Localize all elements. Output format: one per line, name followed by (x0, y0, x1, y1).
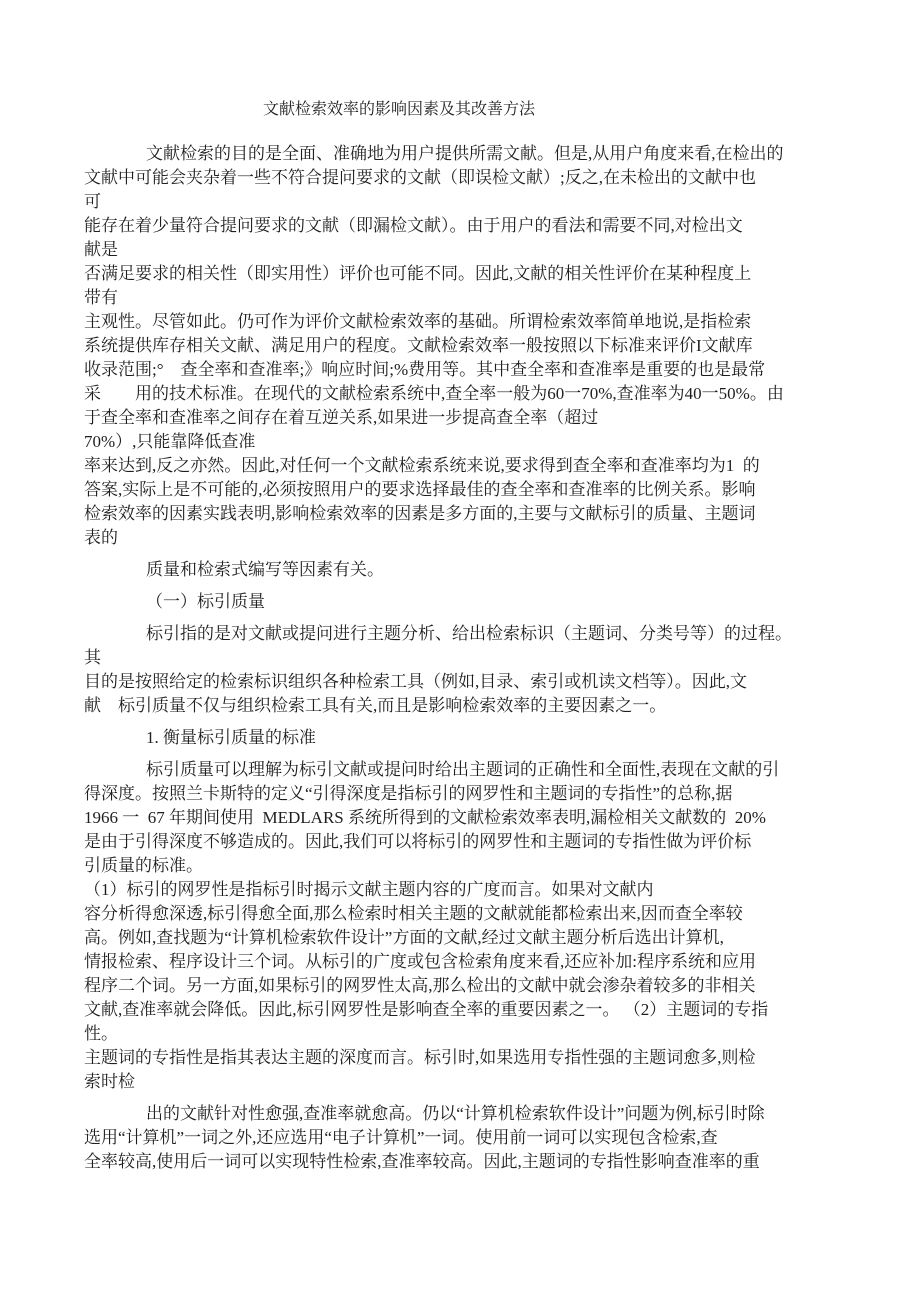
text-line: 其 (84, 648, 101, 667)
text-line: 可 (84, 192, 101, 211)
text-line: 性。 (84, 1024, 118, 1043)
text-line: 采 用的技术标准。在现代的文献检索系统中,查全率一般为60一70%,查准率为40一50%。由 (84, 384, 784, 403)
document-title: 文献检索效率的影响因素及其改善方法 (262, 101, 535, 118)
text-line: 得深度。按照兰卡斯特的定义“引得深度是指标引的网罗性和主题词的专指性”的总称,据 (84, 784, 733, 803)
text-line: 程序二个词。另一方面,如果标引的网罗性太高,那么检出的文献中就会渗杂着较多的非相关 (84, 976, 756, 995)
text-line: 质量和检索式编写等因素有关。 (146, 560, 384, 579)
text-line: 1. 衡量标引质量的标准 (146, 728, 316, 747)
text-line: 1966 一 67 年期间使用 MEDLARS 系统所得到的文献检索效率表明,漏检相关文献数的 20% (84, 808, 766, 827)
text-line: 献 标引质量不仅与组织检索工具有关,而且是影响检索效率的主要因素之一。 (84, 696, 667, 715)
text-line: 情报检索、程序设计三个词。从标引的广度或包含检索角度来看,还应补加:程序系统和应用 (84, 952, 756, 971)
text-line: 目的是按照给定的检索标识组织各种检索工具（例如,目录、索引或机读文档等）。因此,文 (84, 672, 747, 691)
text-line: 能存在着少量符合提问要求的文献（即漏检文献）。由于用户的看法和需要不同,对检出文 (84, 216, 743, 235)
text-line: 收录范围;° 查全率和查准率;》响应时间;%费用等。其中查全率和查准率是重要的也是最常 (84, 360, 766, 379)
text-line: 文献检索的目的是全面、准确地为用户提供所需文献。但是,从用户角度来看,在检出的 (146, 144, 784, 163)
text-line: 文献中可能会夹杂着一些不符合提问要求的文献（即误检文献）;反之,在未检出的文献中也 (84, 168, 756, 187)
text-line: 选用“计算机”一词之外,还应选用“电子计算机”一词。使用前一词可以实现包含检索,查 (84, 1128, 718, 1147)
text-line: 是由于引得深度不够造成的。因此,我们可以将标引的网罗性和主题词的专指性做为评价标 (84, 832, 752, 851)
text-line: 标引质量可以理解为标引文献或提问时给出主题词的正确性和全面性,表现在文献的引 (146, 760, 780, 779)
document-content (84, 98, 824, 1174)
text-line: （1）标引的网罗性是指标引时揭示文献主题内容的广度而言。如果对文献内 (84, 880, 654, 899)
text-line: 70%）,只能靠降低查准 (84, 432, 256, 451)
text-line: 检索效率的因素实践表明,影响检索效率的因素是多方面的,主要与文献标引的质量、主题词 (84, 504, 756, 523)
text-line: 于查全率和查准率之间存在着互逆关系,如果进一步提高查全率（超过 (84, 408, 599, 427)
text-line: 主观性。尽管如此。仍可作为评价文献检索效率的基础。所谓检索效率简单地说,是指检索 (84, 312, 752, 331)
text-line: 容分析得愈深透,标引得愈全面,那么检索时相关主题的文献就能都检索出来,因而查全率较 (84, 904, 743, 923)
text-line: 高。例如,查找题为“计算机检索软件设计”方面的文献,经过文献主题分析后选出计算机, (84, 928, 724, 947)
text-line: 主题词的专指性是指其表达主题的深度而言。标引时,如果选用专指性强的主题词愈多,则检 (84, 1048, 756, 1067)
text-line: 文献,查准率就会降低。因此,标引网罗性是影响查全率的重要因素之一。 （2）主题词的专指 (84, 1000, 769, 1019)
text-line: 否满足要求的相关性（即实用性）评价也可能不同。因此,文献的相关性评价在某种程度上 (84, 264, 752, 283)
text-line: 表的 (84, 528, 118, 547)
text-line: 引质量的标准。 (84, 856, 203, 875)
text-line: 出的文献针对性愈强,查准率就愈高。仍以“计算机检索软件设计”问题为例,标引时除 (146, 1104, 765, 1123)
text-line: 带有 (84, 288, 118, 307)
text-line: 率来达到,反之亦然。因此,对任何一个文献检索系统来说,要求得到查全率和查准率均为1 的 (84, 456, 760, 475)
text-line: 索时检 (84, 1072, 135, 1091)
text-line: 标引指的是对文献或提问进行主题分析、给出检索标识（主题词、分类号等）的过程。 (146, 624, 792, 643)
document-body (84, 142, 824, 1174)
text-line: 答案,实际上是不可能的,必须按照用户的要求选择最佳的查全率和查准率的比例关系。影响 (84, 480, 756, 499)
text-line: 献是 (84, 240, 118, 259)
text-line: 系统提供库存相关文献、满足用户的程度。文献检索效率一般按照以下标准来评价I文献库 (84, 336, 753, 355)
text-line: （一）标引质量 (146, 592, 265, 611)
text-line: 全率较高,使用后一词可以实现特性检索,查准率较高。因此,主题词的专指性影响查准率的重 (84, 1152, 760, 1171)
